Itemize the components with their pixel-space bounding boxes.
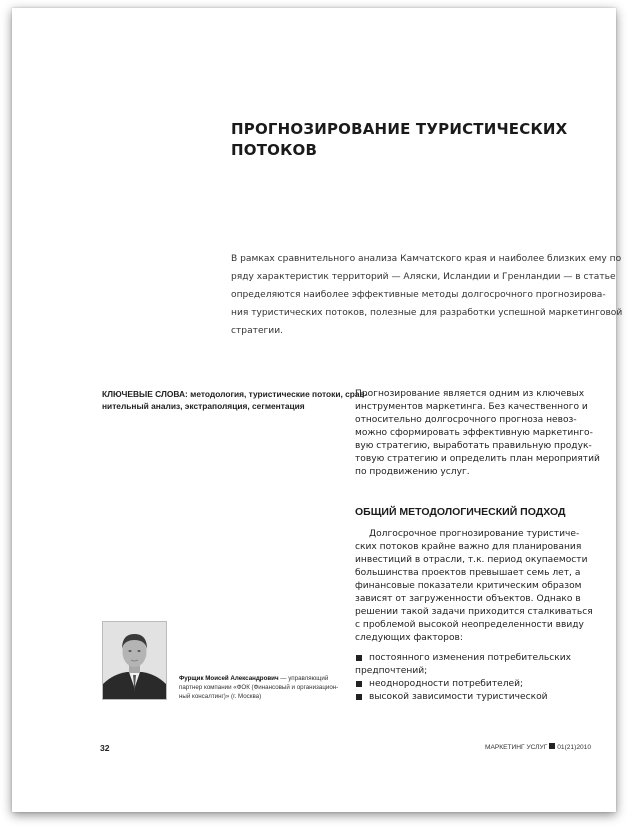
abstract-line: В рамках сравнительного анализа Камчатского края и наиболее близких ему по xyxy=(231,254,622,264)
intro-line: инструментов маркетинга. Без качественного и xyxy=(355,402,588,412)
author-line xyxy=(179,674,339,683)
keywords-line: нительный анализ, экстраполяция, сегментация xyxy=(102,401,305,411)
bullet-continuation: предпочтений; xyxy=(355,666,428,676)
bullet-square-icon xyxy=(356,655,362,661)
intro-line: Прогнозирование является одним из ключевых xyxy=(355,389,585,399)
intro-line: вую стратегию, выработать правильную продук- xyxy=(355,441,592,451)
intro-line: по продвижению услуг. xyxy=(355,467,470,477)
section-paragraph xyxy=(355,528,591,645)
keywords-line: КЛЮЧЕВЫЕ СЛОВА: методология, туристические потоки, срав- xyxy=(102,389,368,399)
section-heading: ОБЩИЙ МЕТОДОЛОГИЧЕСКИЙ ПОДХОД xyxy=(355,506,566,518)
title-line: ПРОГНОЗИРОВАНИЕ ТУРИСТИЧЕСКИХ xyxy=(231,120,568,138)
journal-name: МАРКЕТИНГ УСЛУГ xyxy=(484,744,548,751)
bullet-text: высокой зависимости туристической xyxy=(369,692,548,702)
author-line: ный консалтинг)» (г. Москва) xyxy=(179,693,262,700)
abstract-line: стратегии. xyxy=(231,326,284,336)
bullet-text: неоднородности потребителей; xyxy=(369,679,524,689)
section-line: решении такой задачи приходится сталкиваться xyxy=(355,607,593,617)
article-title xyxy=(231,119,571,161)
intro-line: относительно долгосрочного прогноза невоз- xyxy=(355,415,577,425)
page-number: 32 xyxy=(100,743,110,753)
keywords-block xyxy=(102,388,368,412)
section-line: большинства проектов превышает семь лет, а xyxy=(355,568,581,578)
title-line: ПОТОКОВ xyxy=(231,141,318,159)
section-line: следующих факторов: xyxy=(355,633,463,643)
intro-line: товую стратегию и определить план мероприятий xyxy=(355,454,600,464)
section-line: финансовые показатели критическим образом xyxy=(355,581,582,591)
section-line: ских потоков крайне важно для планирования xyxy=(355,542,582,552)
journal-footer xyxy=(467,743,591,751)
bullet-item xyxy=(355,691,591,704)
author-portrait-icon xyxy=(103,622,166,699)
intro-line: можно сформировать эффективную маркетинго- xyxy=(355,428,593,438)
section-line: зависят от загруженности объектов. Однако в xyxy=(355,594,581,604)
separator-square-icon xyxy=(549,743,555,749)
intro-paragraph xyxy=(355,388,600,479)
magazine-page xyxy=(12,8,623,812)
article-abstract xyxy=(231,250,623,340)
journal-issue: 01(21)2010 xyxy=(557,744,591,751)
author-line: партнер компании «ФОК (Финансовый и организацион- xyxy=(179,684,339,691)
author-photo xyxy=(102,621,167,700)
section-line: инвестиций в отрасли, т.к. период окупаемости xyxy=(355,555,588,565)
abstract-line: ряду характеристик территорий — Аляски, Исландии и Гренландии — в статье xyxy=(231,272,616,282)
author-info xyxy=(179,674,339,701)
abstract-line: определяются наиболее эффективные методы долгосрочного прогнозирова- xyxy=(231,290,606,300)
section-line: Долгосрочное прогнозирование туристиче- xyxy=(369,529,580,539)
section-line: с проблемой высокой неопределенности ввиду xyxy=(355,620,584,630)
bullet-list xyxy=(355,652,591,704)
bullet-square-icon xyxy=(356,681,362,687)
bullet-square-icon xyxy=(356,694,362,700)
author-name: Фурщик Моисей Александрович xyxy=(179,675,279,682)
bullet-item xyxy=(355,678,591,691)
author-role: — управляющий xyxy=(280,675,329,682)
abstract-line: ния туристических потоков, полезные для разработки успешной маркетинговой xyxy=(231,308,623,318)
bullet-item xyxy=(355,652,591,665)
bullet-text: постоянного изменения потребительских xyxy=(369,653,572,663)
